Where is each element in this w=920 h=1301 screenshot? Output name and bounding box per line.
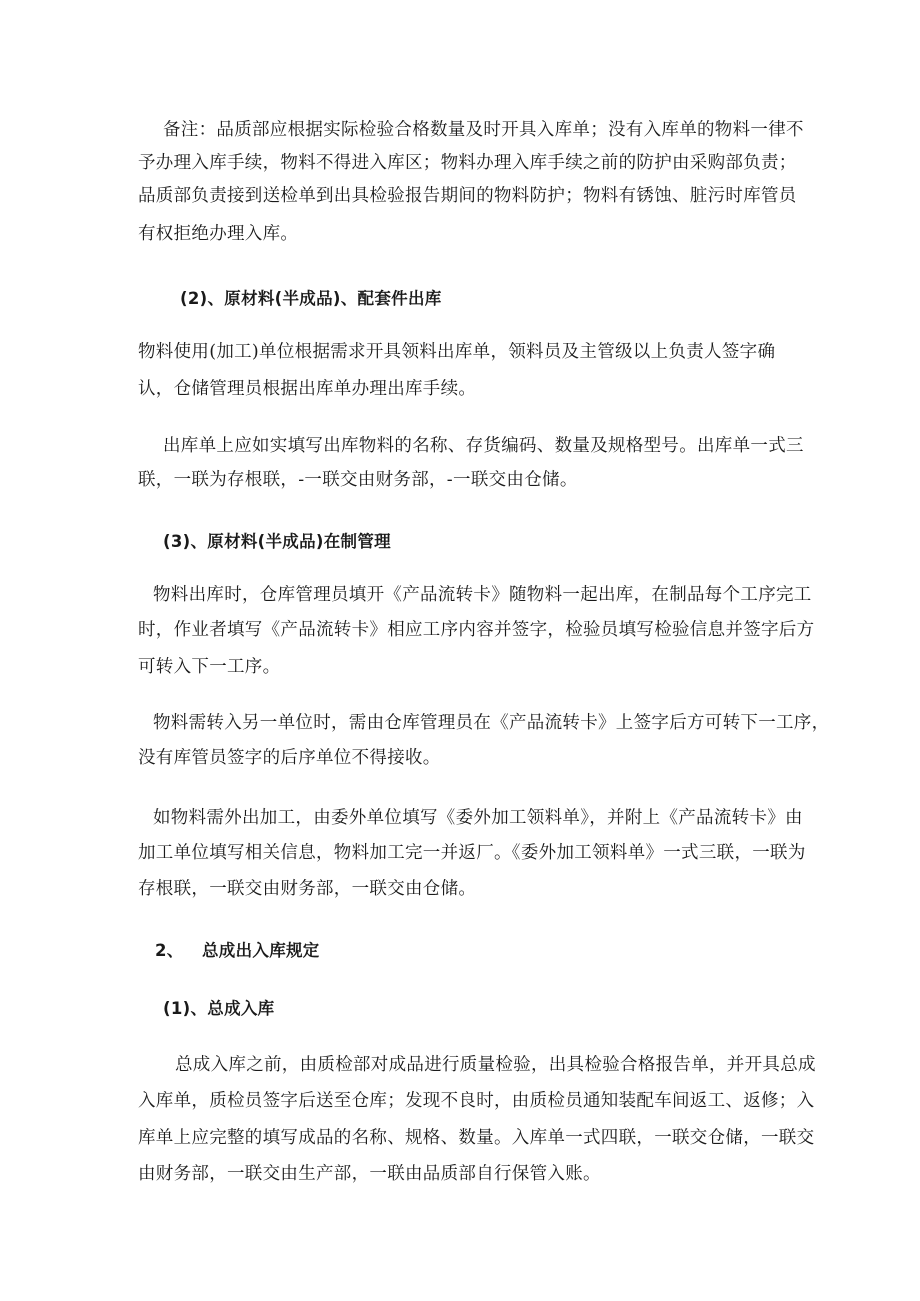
text-line: 物料使用(加工)单位根据需求开具领料出库单，领料员及主管级以上负责人签字确	[138, 342, 776, 362]
text-line: 联，一联为存根联，-一联交由财务部，-一联交由仓储。	[138, 470, 578, 490]
text-line: 加工单位填写相关信息，物料加工完一并返厂。《委外加工领料单》一式三联，一联为	[138, 843, 806, 863]
text-line: 库单上应完整的填写成品的名称、规格、数量。入库单一式四联，一联交仓储，一联交	[138, 1128, 815, 1148]
section-heading: (2)、原材料(半成品)、配套件出库	[180, 289, 442, 308]
section-heading: (1)、总成入库	[163, 999, 275, 1018]
text-line: 出库单上应如实填写出库物料的名称、存货编码、数量及规格型号。出库单一式三	[163, 436, 804, 456]
text-line: 时，作业者填写《产品流转卡》相应工序内容并签字，检验员填写检验信息并签字后方	[138, 620, 815, 640]
text-line: 认，仓储管理员根据出库单办理出库手续。	[138, 379, 477, 399]
text-line: 有权拒绝办理入库。	[138, 224, 299, 244]
text-line: 物料出库时，仓库管理员填开《产品流转卡》随物料一起出库，在制品每个工序完工	[153, 585, 812, 605]
text-line: 物料需转入另一单位时，需由仓库管理员在《产品流转卡》上签字后方可转下一工序，	[153, 713, 830, 733]
section-heading: (3)、原材料(半成品)在制管理	[163, 532, 391, 551]
text-line: 总成入库之前，由质检部对成品进行质量检验，出具检验合格报告单，并开具总成	[175, 1055, 816, 1075]
section-heading: 总成出入库规定	[202, 941, 320, 960]
text-line: 由财务部，一联交由生产部，一联由品质部自行保管入账。	[138, 1164, 601, 1184]
section-number: 2、	[155, 941, 184, 960]
text-line: 存根联，一联交由财务部，一联交由仓储。	[138, 879, 477, 899]
text-line: 备注：品质部应根据实际检验合格数量及时开具入库单；没有入库单的物料一律不	[163, 120, 804, 140]
text-line: 品质部负责接到送检单到出具检验报告期间的物料防护；物料有锈蚀、脏污时库管员	[138, 186, 797, 206]
text-line: 予办理入库手续，物料不得进入库区；物料办理入库手续之前的防护由采购部负责；	[138, 153, 797, 173]
text-line: 入库单，质检员签字后送至仓库；发现不良时，由质检员通知装配车间返工、返修；入	[138, 1091, 815, 1111]
text-line: 可转入下一工序。	[138, 657, 281, 677]
text-line: 没有库管员签字的后序单位不得接收。	[138, 748, 441, 768]
text-line: 如物料需外出加工，由委外单位填写《委外加工领料单》，并附上《产品流转卡》由	[153, 808, 803, 828]
